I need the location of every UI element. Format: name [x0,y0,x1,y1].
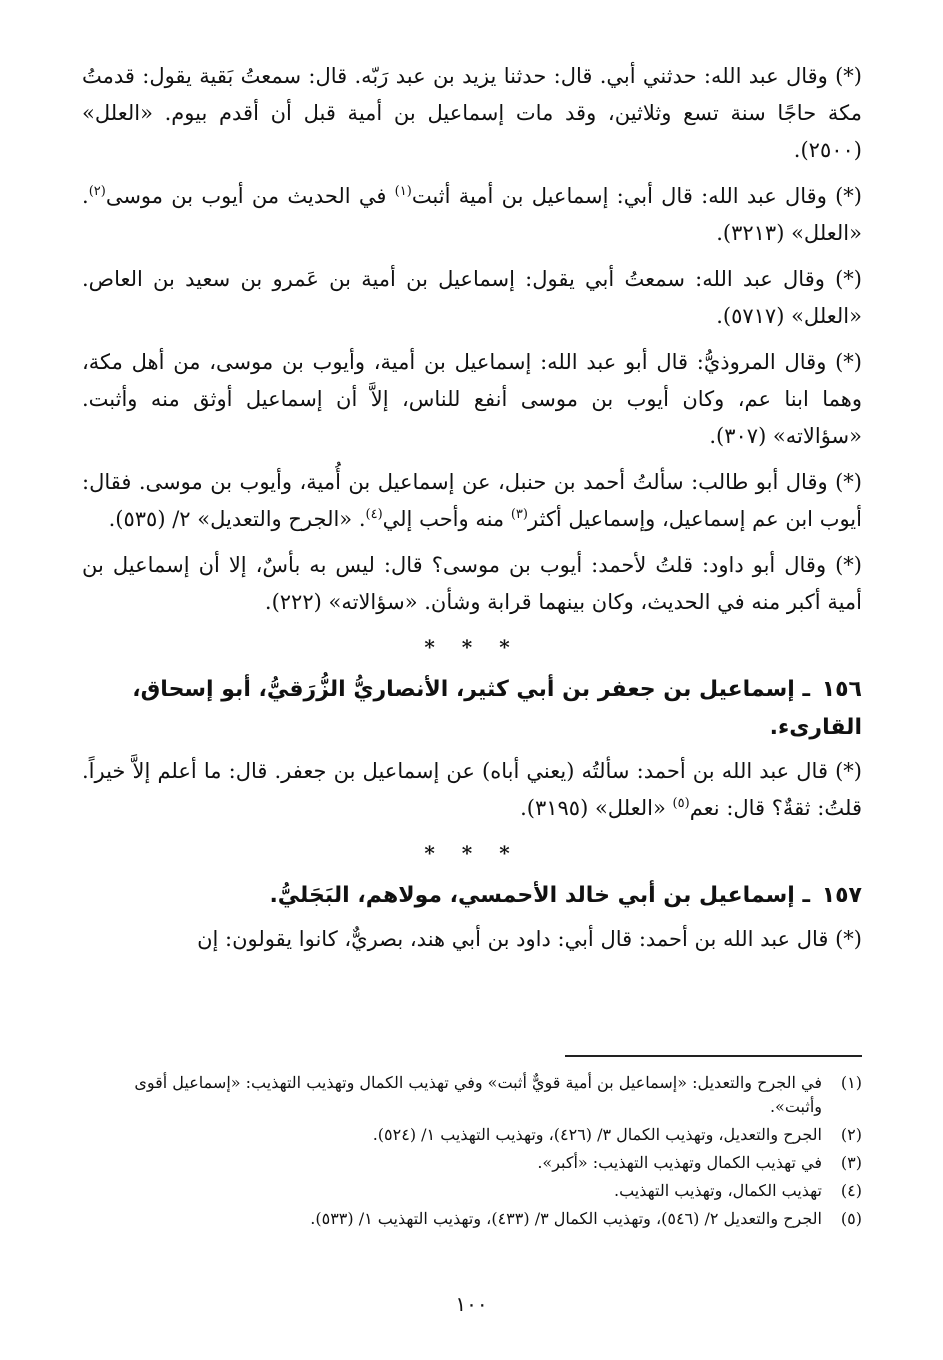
paragraph-text: «العلل» (٣١٩٥). [520,796,673,820]
paragraph: (*) وقال المروذيُّ: قال أبو عبد الله: إسماعيل بن أمية، وأيوب بن موسى، من أهل مكة، وهما ابنا عم، وكان أيوب بن موسى أنفع للناس، إلاَّ أن إسماعيل أوثق منه وأثبت. «سؤالاته» (٣٠٧). [82,350,862,448]
entry-heading [82,671,862,747]
footnote-number: (١) [840,1073,862,1092]
entry-number: ١٥٧ [821,883,862,908]
footnote-text: في تهذيب الكمال وتهذيب التهذيب: «أكبر». [537,1153,822,1172]
footnote-text: الجرح والتعديل ٢/ (٥٤٦)، وتهذيب الكمال ٣/ (٤٣٣)، وتهذيب التهذيب ١/ (٥٣٣). [310,1209,822,1228]
main-text [82,58,862,967]
footnote-number: (٣) [840,1153,862,1172]
footnote [82,1071,862,1119]
footnote-ref: (٥) [672,796,690,811]
footnote-ref: (٤) [365,507,383,522]
entry-title: ـ إسماعيل بن أبي خالد الأحمسي، مولاهم، البَجَليُّ. [269,883,811,908]
footnotes [82,1071,862,1235]
footnote-number: (٥) [840,1209,862,1228]
footnote-text: تهذيب الكمال، وتهذيب التهذيب. [613,1181,822,1200]
paragraph [82,178,862,252]
entry-title: ـ إسماعيل بن جعفر بن أبي كثير، الأنصاريُّ الزُّرَقيُّ، أبو إسحاق، القارىء. [132,677,862,740]
section-separator: * * * [424,841,520,865]
paragraph: (*) قال عبد الله بن أحمد: قال أبي: داود بن أبي هند، بصريٌّ، كانوا يقولون: إن [197,927,862,951]
paragraph-text: . «العلل» (٣٢١٣). [82,184,862,245]
footnote [82,1123,862,1147]
footnote-text: الجرح والتعديل، وتهذيب الكمال ٣/ (٤٢٦)، وتهذيب التهذيب ١/ (٥٢٤). [372,1125,822,1144]
footnote-number: (٤) [840,1181,862,1200]
paragraph-text: (*) وقال عبد الله: قال أبي: إسماعيل بن أمية أثبت [411,184,862,208]
footnote-ref: (٢) [88,184,106,199]
paragraph: (*) وقال عبد الله: حدثني أبي. قال: حدثنا يزيد بن عبد رَبّه. قال: سمعتُ بَقية يقول: قدمتُ مكة حاجًا سنة تسع وثلاثين، وقد مات إسماعيل بن أمية قبل أن أقدم بيوم. «العلل» (٢٥٠٠). [82,64,862,162]
paragraph-text: (*) وقال أبو طالب: سألتُ أحمد بن حنبل، عن إسماعيل بن أُمية، وأيوب بن موسى. فقال: أيوب ابن عم إسماعيل، وإسماعيل أكثر [82,470,862,531]
paragraph [82,464,862,538]
entry-heading [82,877,862,915]
paragraph-text: (*) قال عبد الله بن أحمد: سألتُه (يعني أباه) عن إسماعيل بن جعفر. قال: ما أعلم إلاَّ خيراً. قلتُ: ثقةٌ؟ قال: نعم [82,759,862,820]
paragraph: (*) وقال عبد الله: سمعتُ أبي يقول: إسماعيل بن أمية بن عَمرو بن سعيد بن العاص. «العلل» (٥٧١٧). [82,267,862,328]
paragraph-text: في الحديث من أيوب بن موسى [105,184,395,208]
footnote [82,1179,862,1203]
footnote-text: في الجرح والتعديل: «إسماعيل بن أمية قويٌّ أثبت» وفي تهذيب الكمال وتهذيب التهذيب: «إسماعيل أقوى وأثبت». [134,1073,822,1116]
page-number: ١٠٠ [455,1292,488,1316]
footnote [82,1207,862,1231]
section-separator: * * * [424,635,520,659]
footnote-divider [565,1055,862,1057]
paragraph-text: . «الجرح والتعديل» ٢/ (٥٣٥). [108,507,366,531]
paragraph-text: منه وأحب إلي [382,507,511,531]
footnote-ref: (١) [394,184,412,199]
footnote-number: (٢) [840,1125,862,1144]
paragraph [82,753,862,827]
footnote-ref: (٣) [510,507,528,522]
paragraph: (*) وقال أبو داود: قلتُ لأحمد: أيوب بن موسى؟ قال: ليس به بأسٌ، إلا أن إسماعيل بن أمية أكبر منه في الحديث، وكان بينهما قرابة وشأن. «سؤالاته» (٢٢٢). [82,553,862,614]
entry-number: ١٥٦ [821,677,862,702]
footnote [82,1151,862,1175]
